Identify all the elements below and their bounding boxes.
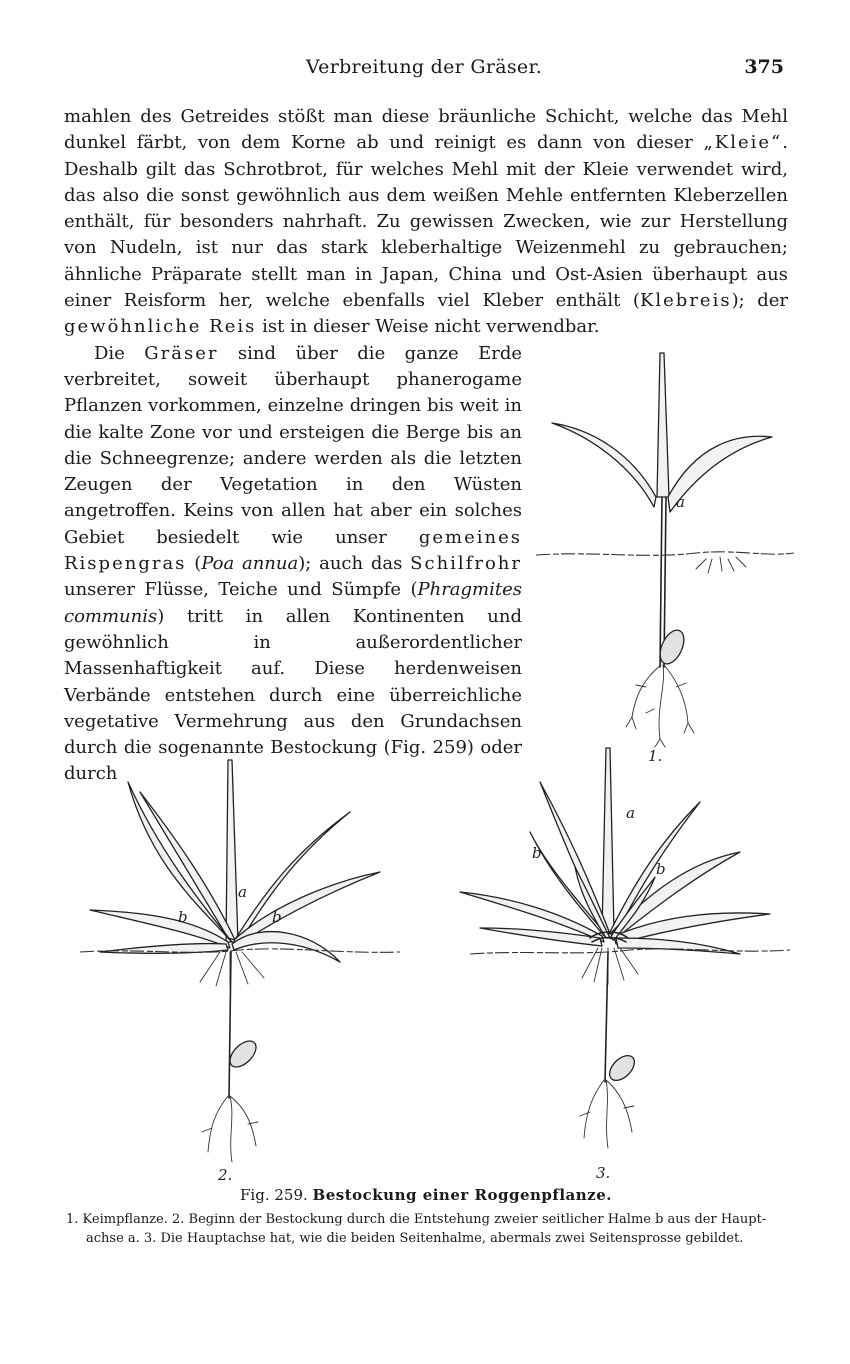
seedling-illustration <box>536 347 794 767</box>
figure-2-number: 2. <box>218 1166 233 1182</box>
label-b-left: b <box>178 908 188 926</box>
seed <box>605 1051 639 1085</box>
figure-1-seedling <box>536 347 794 767</box>
caption-heading: Bestockung einer Roggenpflanze. <box>312 1186 612 1204</box>
root <box>626 665 661 729</box>
figure-1-number: 1. <box>648 746 663 765</box>
label-a: a <box>238 883 247 901</box>
central-leaf <box>657 353 669 497</box>
root <box>580 1080 634 1148</box>
central-leaf <box>602 748 614 932</box>
paragraph-1: mahlen des Getreides stößt man diese bräunliche Schicht, welche das Mehl dunkel färbt, von dem Korne ab und reinigt es dann von dieser „Kleie“. Deshalb gilt das Schrotbrot, für welches Mehl mit der Kleie verwendet wird, das also die sonst gewöhnlich aus dem weißen Mehle entfernten Kleberzellen enthält, für besonders nahrhaft. Zu gewissen Zwecken, wie zur Herstellung von Nudeln, ist nur das stark kleberhaltige Weizenmehl zu gebrauchen; ähnliche Präparate stellt man in Japan, China und Ost-Asien überhaupt aus einer Reisform her, welche ebenfalls viel Kleber enthält (Klebreis); der gewöhnliche Reis ist in dieser Weise nicht verwendbar. <box>64 106 788 338</box>
seed <box>225 1036 260 1071</box>
stem <box>229 952 231 1098</box>
caption-line-2: achse a. 3. Die Hauptachse hat, wie die beiden Seitenhalme, abermals zwei Seitensprosse gebildet. <box>86 1231 744 1246</box>
fibrous-roots <box>582 948 638 984</box>
label-a: a <box>676 492 685 511</box>
label-b-right: b <box>272 908 282 926</box>
caption-title <box>66 1186 786 1204</box>
ground-line <box>470 949 790 954</box>
running-head <box>60 56 788 84</box>
caption-text <box>66 1210 786 1248</box>
figure-caption <box>66 1186 786 1248</box>
root <box>202 1096 258 1162</box>
fibrous-roots <box>200 952 264 988</box>
figure-3-number: 3. <box>596 1164 611 1182</box>
body-text <box>64 104 788 788</box>
label-a: a <box>626 804 635 822</box>
stem <box>660 497 662 667</box>
left-leaf <box>552 423 656 507</box>
caption-line-1: 1. Keimpflanze. 2. Beginn der Bestockung durch die Entstehung zweier seitlicher Halme b aus der Haupt- <box>66 1212 767 1227</box>
central-leaf <box>226 760 238 942</box>
figure-2-3-row <box>60 742 790 1182</box>
stem <box>605 952 608 1082</box>
figure-2-tillering-start <box>80 742 400 1182</box>
label-b-left: b <box>532 844 542 862</box>
running-title: Verbreitung der Gräser. <box>305 56 543 78</box>
caption-fig-ref: Fig. 259. <box>240 1186 308 1204</box>
page-number: 375 <box>744 56 784 78</box>
figure-3-tillering-advanced <box>450 742 790 1182</box>
paragraph-2: Die Gräser sind über die ganze Erde verbreitet, soweit überhaupt phanerogame Pflanzen vorkommen, einzelne dringen bis weit in die kalte Zone vor und ersteigen die Berge bis an die Schneegrenze; andere werden als die letzten Zeugen der Vegetation in den Wüsten angetroffen. Keins von allen hat aber ein solches Gebiet besiedelt wie unser gemeines Rispengras (Poa annua); auch das Schilfrohr unserer Flüsse, Teiche und Sümpfe (Phragmites communis) tritt in allen Kontinenten und gewöhnlich in außerordentlicher Massenhaftigkeit auf. Diese herdenweisen Verbände entstehen durch eine überreichliche vegetative Vermehrung aus den Grundachsen durch die sogenannte Bestockung (Fig. 259) oder durch <box>64 342 522 785</box>
label-b-right: b <box>656 860 666 878</box>
